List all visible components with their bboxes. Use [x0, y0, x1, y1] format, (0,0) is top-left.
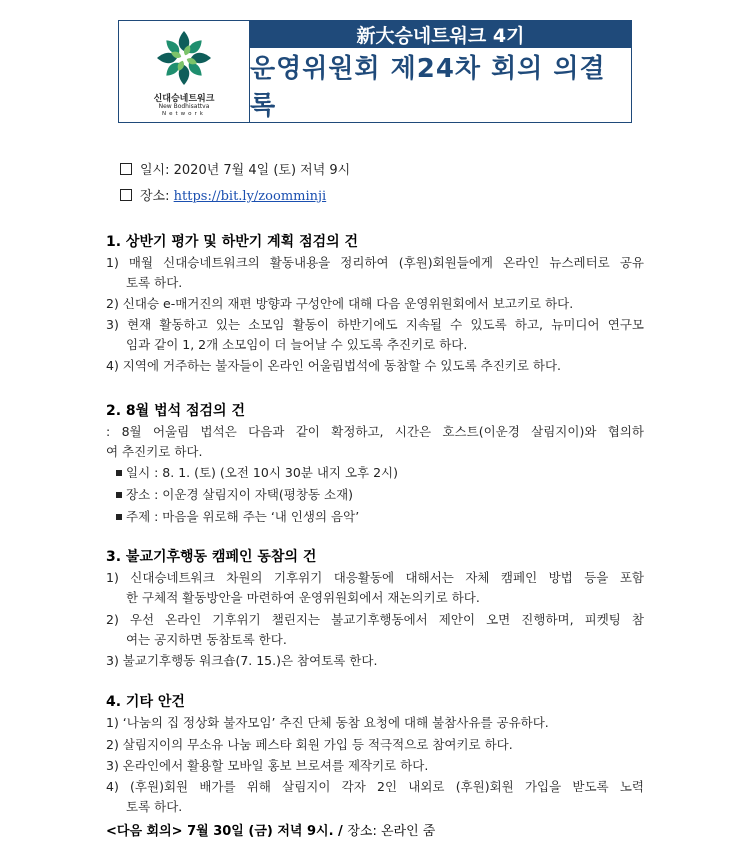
logo	[119, 21, 250, 122]
meeting-date	[120, 159, 350, 178]
s1-item-1b: 토록 하다.	[126, 275, 183, 290]
s4-item-4a: 4) (후원)회원 배가를 위해 살림지이 각자 2인 내외로 (후원)회원 가입을 받도록 노력	[106, 779, 644, 794]
s3-item-1a: 1) 신대승네트워크 차원의 기후위기 대응활동에 대해서는 자체 캠페인 방법 등을 포함	[106, 570, 644, 585]
org-line: 新大승네트워크 4기	[250, 21, 631, 48]
next-meeting-date: <다음 회의> 7월 30일 (금) 저녁 9시. /	[106, 824, 348, 839]
next-meeting-place: 장소: 온라인 줌	[347, 824, 436, 839]
s1-item-2: 2) 신대승 e-매거진의 재편 방향과 구성안에 대해 다음 운영위원회에서 보고키로 하다.	[106, 296, 574, 311]
checkbox-icon	[120, 163, 132, 175]
section-title-2: 2. 8월 법석 점검의 건	[106, 403, 245, 419]
s4-item-1: 1) ‘나눔의 집 정상화 불자모임’ 추진 단체 동참 요청에 대해 불참사유를 공유하다.	[106, 715, 549, 730]
s3-item-2b: 여는 공지하면 동참토록 한다.	[126, 632, 287, 647]
s2-intro-a: : 8월 어울림 법석은 다음과 같이 확정하고, 시간은 호스트(이운경 살림지이)와 협의하	[106, 424, 644, 439]
logo-english-line2: Network	[162, 111, 206, 117]
section-title-4: 4. 기타 안건	[106, 694, 185, 710]
section-title-1: 1. 상반기 평가 및 하반기 계획 점검의 건	[106, 234, 359, 250]
s3-item-2a: 2) 우선 온라인 기후위기 챌린지는 불교기후행동에서 제안이 오면 진행하며, 피켓팅 참	[106, 612, 644, 627]
logo-english-line1: New Bodhisattva	[158, 103, 210, 110]
title-block	[250, 21, 631, 122]
next-meeting	[106, 820, 435, 839]
s3-item-1b: 한 구체적 활동방안을 마련하여 운영위원회에서 재논의키로 하다.	[126, 590, 480, 605]
s2-intro-b: 여 추진키로 하다.	[106, 444, 203, 459]
s3-item-3: 3) 불교기후행동 워크숍(7. 15.)은 참여토록 한다.	[106, 653, 378, 668]
flower-logo-icon	[156, 28, 212, 88]
s2-bullet-1	[116, 462, 654, 483]
s1-item-3b: 임과 같이 1, 2개 소모임이 더 늘어날 수 있도록 추진키로 하다.	[126, 337, 468, 352]
doc-title: 운영위원회 제24차 회의 의결록	[250, 54, 606, 121]
s1-item-1a: 1) 매월 신대승네트워크의 활동내용을 정리하여 (후원)회원들에게 온라인 뉴스레터로 공유	[106, 255, 644, 270]
square-bullet-icon	[116, 514, 122, 520]
checkbox-icon	[120, 189, 132, 201]
logo-korean-text: 신대승네트워크	[153, 94, 215, 104]
s2-bullet-3	[116, 506, 654, 527]
document-header	[118, 20, 632, 123]
section-title-3: 3. 불교기후행동 캠페인 동참의 건	[106, 549, 317, 565]
meeting-place	[120, 185, 326, 204]
zoom-link[interactable]: https://bit.ly/zoomminji	[173, 189, 327, 204]
s2-bullet-1-text: 일시 : 8. 1. (토) (오전 10시 30분 내지 오후 2시)	[126, 465, 398, 480]
meeting-date-text: 일시: 2020년 7월 4일 (토) 저녁 9시	[140, 163, 351, 178]
s1-item-3a: 3) 현재 활동하고 있는 소모임 활동이 하반기에도 지속될 수 있도록 하고, 뉴미디어 연구모	[106, 317, 644, 332]
square-bullet-icon	[116, 470, 122, 476]
s2-bullet-2-text: 장소 : 이운경 살림지이 자택(평창동 소재)	[126, 487, 354, 502]
s2-bullet-3-text: 주제 : 마음을 위로해 주는 ‘내 인생의 음악’	[126, 509, 360, 524]
s4-item-4b: 토록 하다.	[126, 799, 183, 814]
s2-bullet-2	[116, 484, 654, 505]
s4-item-3: 3) 온라인에서 활용할 모바일 홍보 브로셔를 제작키로 하다.	[106, 758, 429, 773]
meeting-place-label: 장소:	[140, 189, 174, 204]
square-bullet-icon	[116, 492, 122, 498]
s4-item-2: 2) 살림지이의 무소유 나눔 페스타 회원 가입 등 적극적으로 참여키로 하다.	[106, 737, 513, 752]
s1-item-4: 4) 지역에 거주하는 불자들이 온라인 어울림법석에 동참할 수 있도록 추진키로 하다.	[106, 358, 562, 373]
